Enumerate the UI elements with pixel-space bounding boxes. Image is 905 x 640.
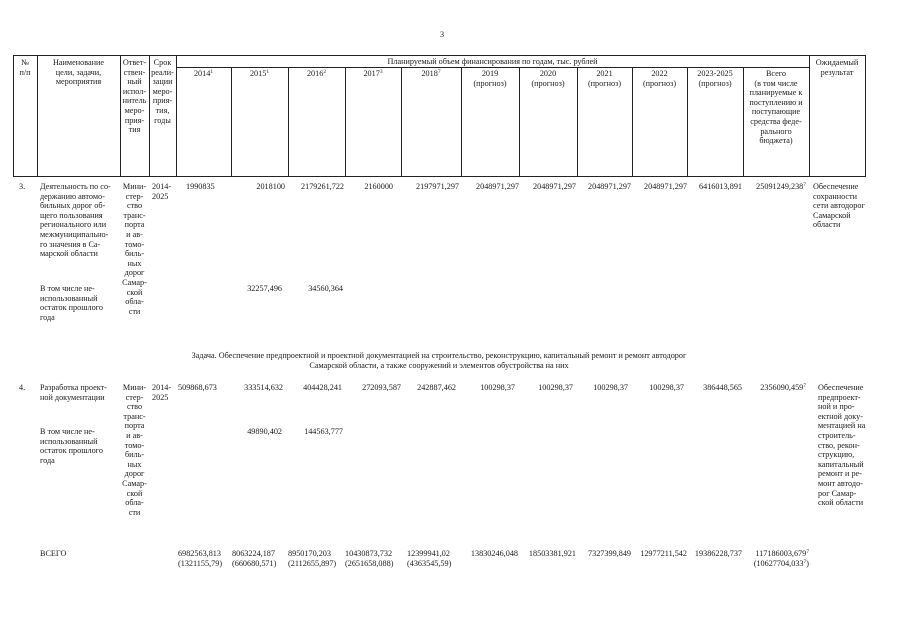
row3-name: Деятельность по со- держанию автомо- бильных дорог об- щего пользования регионального или межмуниципально- го значения в Са- марской области (40, 182, 111, 259)
row4-value-2021: 100298,37 (593, 383, 628, 392)
total-value-2018: 12399941,02 (4363545,59) (407, 549, 452, 568)
row4-responsible: Мини- стер- ство транс- порта и ав- томо- биль- ных дорог Самар- ской обла- сти (122, 383, 147, 517)
row4-value-2022: 100298,37 (649, 383, 684, 392)
total-value-2023-2025: 19386228,737 (694, 549, 742, 558)
header-financing: Планируемый объем финансирования по годам, тыс. рублей (387, 57, 598, 66)
row4-value-2016: 404428,241 (303, 383, 342, 392)
row4-result: Обеспечение предпроект- ной и про- ектной доку- ментацией на строитель- ство, рекон- струкцию, капитальный ремонт и ре- монт автодо- рог Самар- ской области (818, 383, 866, 508)
header-year-2020: 2020 (прогноз) (531, 69, 565, 88)
total-value-2022: 12977211,542 (640, 549, 687, 558)
row3-num: 3. (19, 182, 26, 191)
header-total: Всего (в том числе планируемые к поступлению и поступающие средства феде- рального бюджета) (749, 69, 803, 146)
row3-value-2014: 1990835 (186, 182, 215, 191)
row4-total: 2356090,459$^7$ (760, 383, 806, 392)
total-value-2014: 6982563,813 (1321155,79) (178, 549, 223, 568)
header-year-2018: 2018$^7$ (421, 69, 441, 78)
row3-sub-name: В том числе не- использованный остаток прошлого года (40, 284, 103, 322)
row4-value-2023-2025: 386448,565 (703, 383, 742, 392)
row3-value-2018: 2197971,297 (416, 182, 459, 191)
row4-value-2014: 509868,673 (178, 383, 217, 392)
row4-value-2020: 100298,37 (538, 383, 573, 392)
row4-sub-2016: 144563,777 (304, 427, 343, 436)
header-num: № п/п (19, 58, 31, 77)
page-number: 3 (439, 30, 445, 39)
row3-total: 25091249,238$^7$ (756, 182, 806, 191)
row3-sub-2015: 32257,496 (247, 284, 282, 293)
header-year-2021: 2021 (прогноз) (587, 69, 622, 88)
row3-value-2017: 2160000 (364, 182, 393, 191)
row4-value-2017: 272093,587 (362, 383, 401, 392)
row4-sub-2015: 49890,402 (247, 427, 282, 436)
row4-value-2015: 333514,632 (244, 383, 283, 392)
row3-term: 2014- 2025 (152, 182, 172, 201)
row3-value-2015: 2018100 (256, 182, 285, 191)
total-value-2017: 10430873,732 (2651658,088) (345, 549, 394, 568)
total-value-2021: 7327399,849 (588, 549, 631, 558)
row4-value-2019: 100298,37 (480, 383, 515, 392)
header-year-2014: 2014$^1$ (193, 69, 214, 78)
header-year-2017: 2017$^3$ (363, 69, 383, 78)
total-value-2019: 13830246,048 (470, 549, 518, 558)
header-year-2019: 2019 (прогноз) (473, 69, 507, 88)
header-term: Срок реали- зации меро- прия- тия, годы (151, 58, 174, 125)
total-label: ВСЕГО (40, 549, 67, 558)
row3-sub-2016: 34560,364 (308, 284, 343, 293)
task-heading: Задача. Обеспечение предпроектной и проектной документацией на строительство, реконструкцию, капитальный ремонт и ремонт автодорог Самарской области, а также сооружений и элементов обустройства на них (191, 351, 687, 370)
header-name: Наименование цели, задачи, мероприятия (52, 58, 104, 87)
header-year-2015: 2015$^1$ (249, 69, 270, 78)
row4-num: 4. (19, 383, 26, 392)
total-value-2020: 18503381,921 (528, 549, 576, 558)
row4-sub-name: В том числе не- использованный остаток прошлого года (40, 427, 103, 465)
header-year-2016: 2016$^2$ (306, 69, 327, 78)
row3-result: Обеспечение сохранности сети автодорог Самарской области (813, 182, 865, 230)
header-responsible: Ответ- ствен- ный испол- нитель меро- прия- тия (122, 58, 147, 135)
row4-value-2018: 242887,462 (417, 383, 456, 392)
row3-value-2023-2025: 6416013,891 (699, 182, 742, 191)
row4-name: Разработка проект- ной документации (40, 383, 107, 402)
row3-responsible: Мини- стер- ство транс- порта и ав- томо- биль- ных дорог Самар- ской обла- сти (122, 182, 147, 316)
row3-value-2022: 2048971,297 (644, 182, 687, 191)
total-grand: 117186003,679$^7$ (10627704,033$^7$) (753, 549, 809, 568)
header-year-2023-2025: 2023-2025 (прогноз) (697, 69, 733, 88)
row3-value-2020: 2048971,297 (533, 182, 576, 191)
total-value-2015: 8063224,187 (660680,571) (232, 549, 277, 568)
header-result: Ожидаемый результат (815, 58, 859, 77)
row3-value-2021: 2048971,297 (588, 182, 631, 191)
header-year-2022: 2022 (прогноз) (642, 69, 677, 88)
total-value-2016: 8950170,203 (2112655,897) (288, 549, 337, 568)
row4-term: 2014- 2025 (152, 383, 172, 402)
row3-value-2019: 2048971,297 (476, 182, 519, 191)
row3-value-2016: 2179261,722 (301, 182, 344, 191)
